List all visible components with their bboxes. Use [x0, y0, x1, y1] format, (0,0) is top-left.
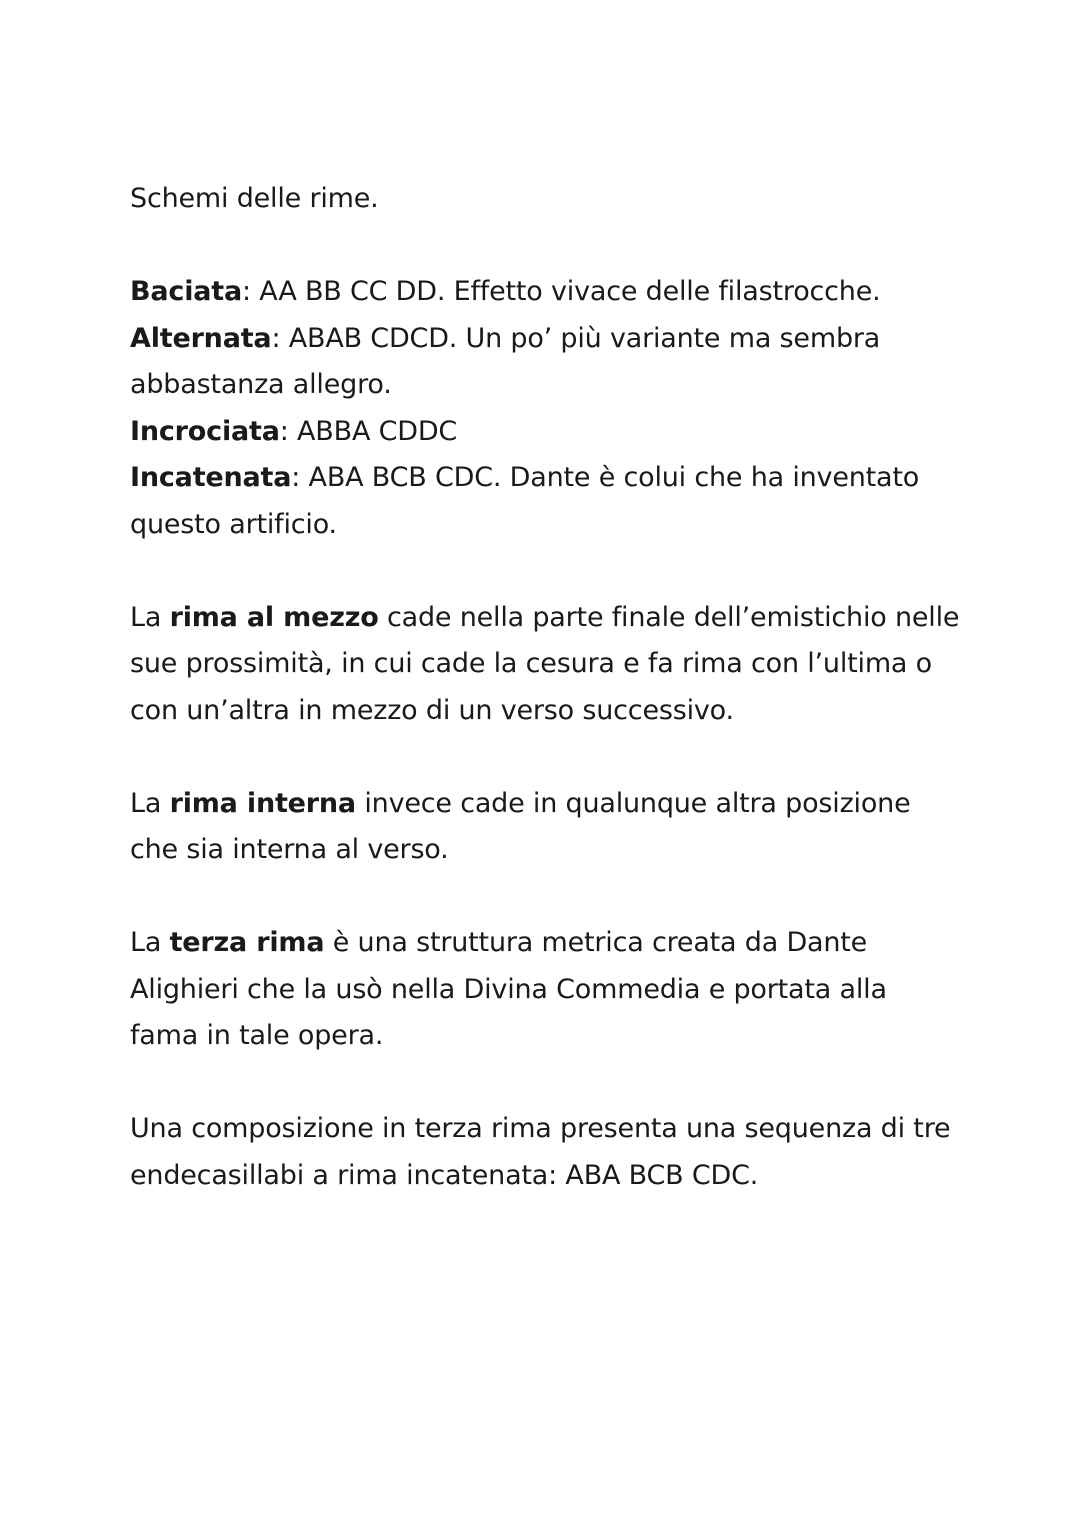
scheme-text: : ABAB CDCD. Un po’ più variante ma sembra abbastanza allegro.	[130, 322, 881, 400]
paragraph-prefix: La	[130, 927, 170, 958]
paragraph-composizione: Una composizione in terza rima presenta una sequenza di tre endecasillabi a rima incatenata: ABA BCB CDC.	[130, 1113, 951, 1191]
term-rima-interna: rima interna	[169, 787, 356, 819]
scheme-name: Incrociata	[130, 415, 280, 447]
document-page	[130, 176, 960, 1199]
paragraph-terza-rima	[130, 920, 960, 1060]
paragraph-rima-interna	[130, 781, 960, 874]
scheme-alternata	[130, 316, 960, 409]
paragraph-text: invece cade in qualunque altra posizione che sia interna al verso.	[130, 787, 911, 865]
scheme-text: : ABBA CDDC	[279, 415, 458, 447]
paragraph-text: cade nella parte finale dell’emistichio nelle sue prossimità, in cui cade la cesura e fa rima con l’ultima o con un’altra in mezzo di un verso successivo.	[130, 601, 960, 726]
paragraph-prefix: La	[130, 787, 170, 819]
term-rima-al-mezzo: rima al mezzo	[169, 601, 379, 633]
page-title: Schemi delle rime.	[130, 183, 379, 214]
paragraph-prefix: La	[130, 601, 170, 633]
scheme-name: Alternata	[130, 322, 272, 354]
paragraph-rima-al-mezzo	[130, 595, 960, 735]
scheme-name: Baciata	[130, 276, 243, 307]
scheme-incatenata	[130, 455, 960, 548]
paragraph-text: è una struttura metrica creata da Dante Alighieri che la usò nella Divina Commedia e portata alla fama in tale opera.	[130, 927, 887, 1051]
scheme-incrociata	[130, 409, 960, 456]
term-terza-rima: terza rima	[169, 927, 325, 958]
scheme-text: : ABA BCB CDC. Dante è colui che ha inventato questo artificio.	[130, 462, 920, 540]
scheme-text: : AA BB CC DD. Effetto vivace delle filastrocche.	[242, 276, 881, 307]
scheme-name: Incatenata	[130, 462, 292, 493]
scheme-baciata	[130, 269, 960, 316]
